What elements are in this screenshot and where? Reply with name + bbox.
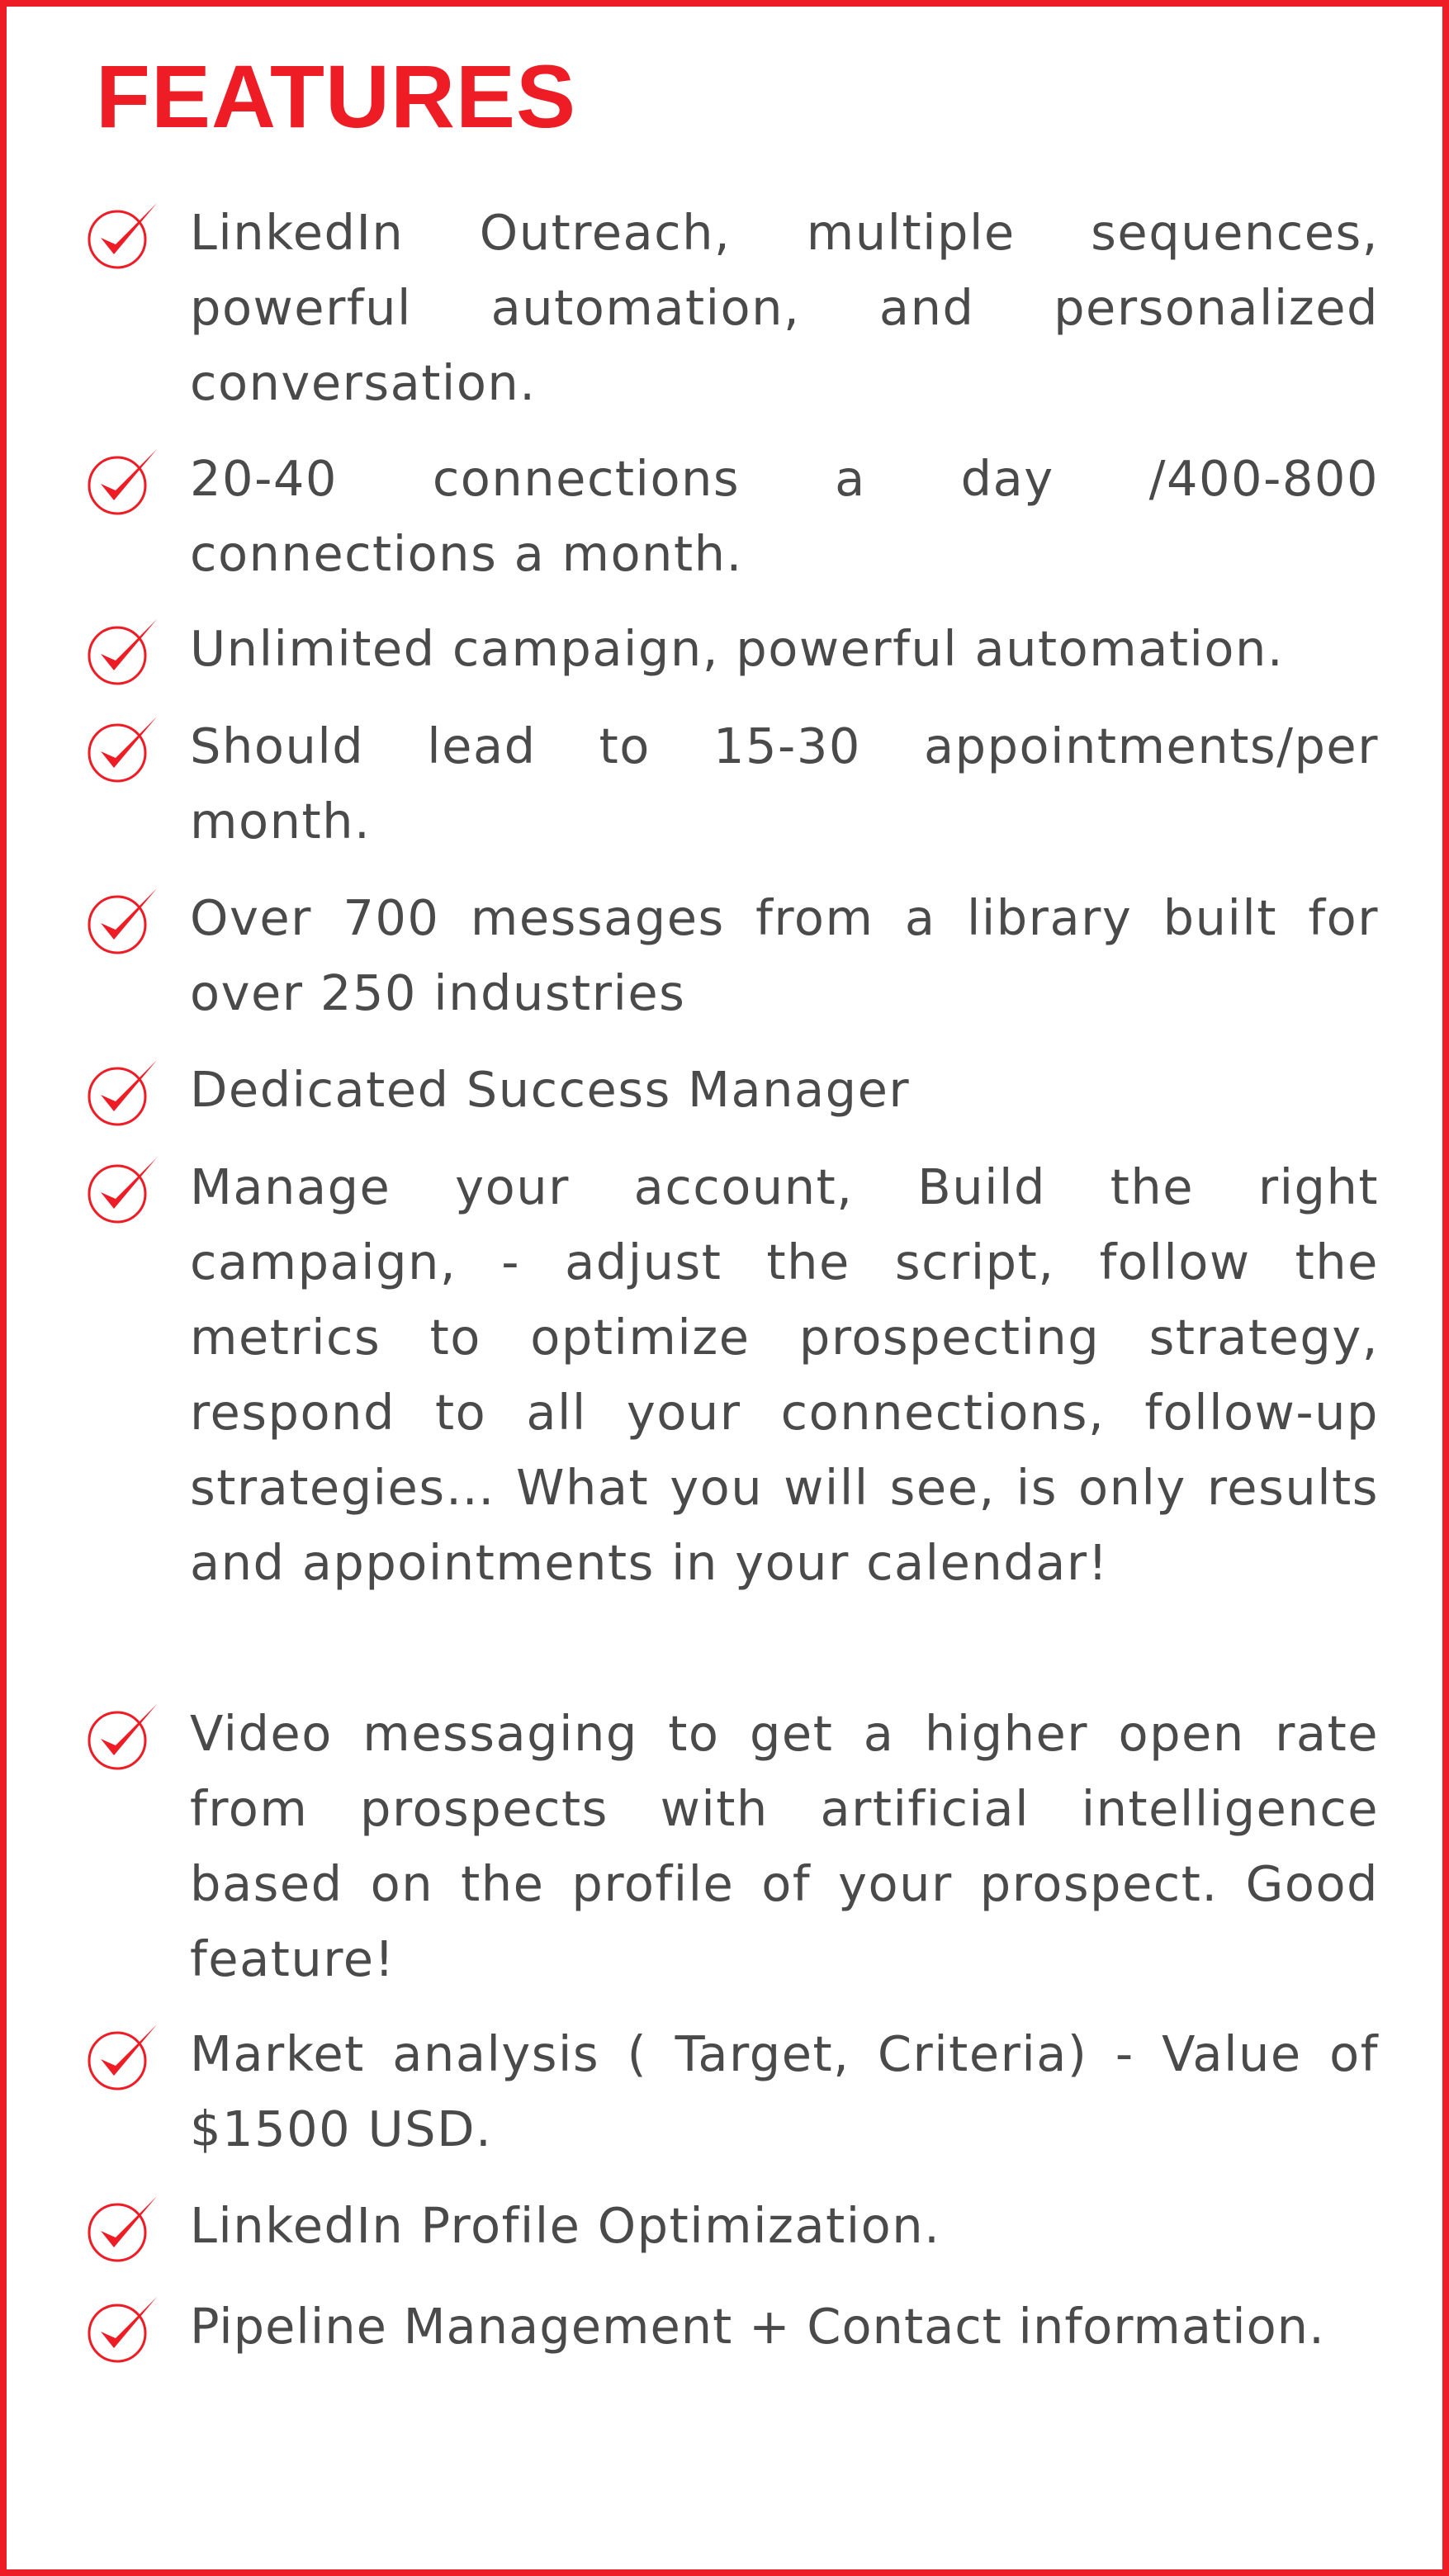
checkmark-circle-icon: [83, 713, 162, 788]
checkmark-circle-icon: [83, 2193, 162, 2267]
feature-text: LinkedIn Outreach, multiple sequences, powerful automation, and personalized conversation.: [190, 204, 1379, 411]
checkmark-circle-icon: [83, 2021, 162, 2095]
checkmark-circle-icon: [83, 200, 162, 274]
checkmark-circle-icon: [83, 446, 162, 520]
checkmark-circle-icon: [83, 616, 162, 690]
checkmark-circle-icon: [83, 885, 162, 959]
feature-text: Manage your account, Build the right campaign, - adjust the script, follow the metrics to optimize prospecting strategy, respond to all your connections, follow-up strategies… What you will see, is only results and appointments in your calendar!: [190, 1158, 1379, 1591]
checkmark-circle-icon: [83, 1154, 162, 1229]
page-title: FEATURES: [96, 46, 577, 146]
checkmark-circle-icon: [83, 1701, 162, 1775]
feature-text: LinkedIn Profile Optimization.: [190, 2197, 941, 2254]
feature-text: 20-40 connections a day /400-800 connections a month.: [190, 450, 1379, 582]
feature-text: Unlimited campaign, powerful automation.: [190, 620, 1285, 677]
feature-text: Video messaging to get a higher open rate from prospects with artificial intelligence based on the profile of your prospect. Good feature!: [190, 1705, 1379, 1987]
checkmark-circle-icon: [83, 2294, 162, 2368]
feature-text: Over 700 messages from a library built for over 250 industries: [190, 889, 1379, 1021]
feature-text: Should lead to 15-30 appointments/per month.: [190, 717, 1379, 850]
feature-text: Market analysis ( Target, Criteria) - Value of $1500 USD.: [190, 2025, 1379, 2157]
checkmark-circle-icon: [83, 1057, 162, 1131]
feature-text: Pipeline Management + Contact information.: [190, 2298, 1325, 2355]
feature-text: Dedicated Success Manager: [190, 1061, 911, 1118]
